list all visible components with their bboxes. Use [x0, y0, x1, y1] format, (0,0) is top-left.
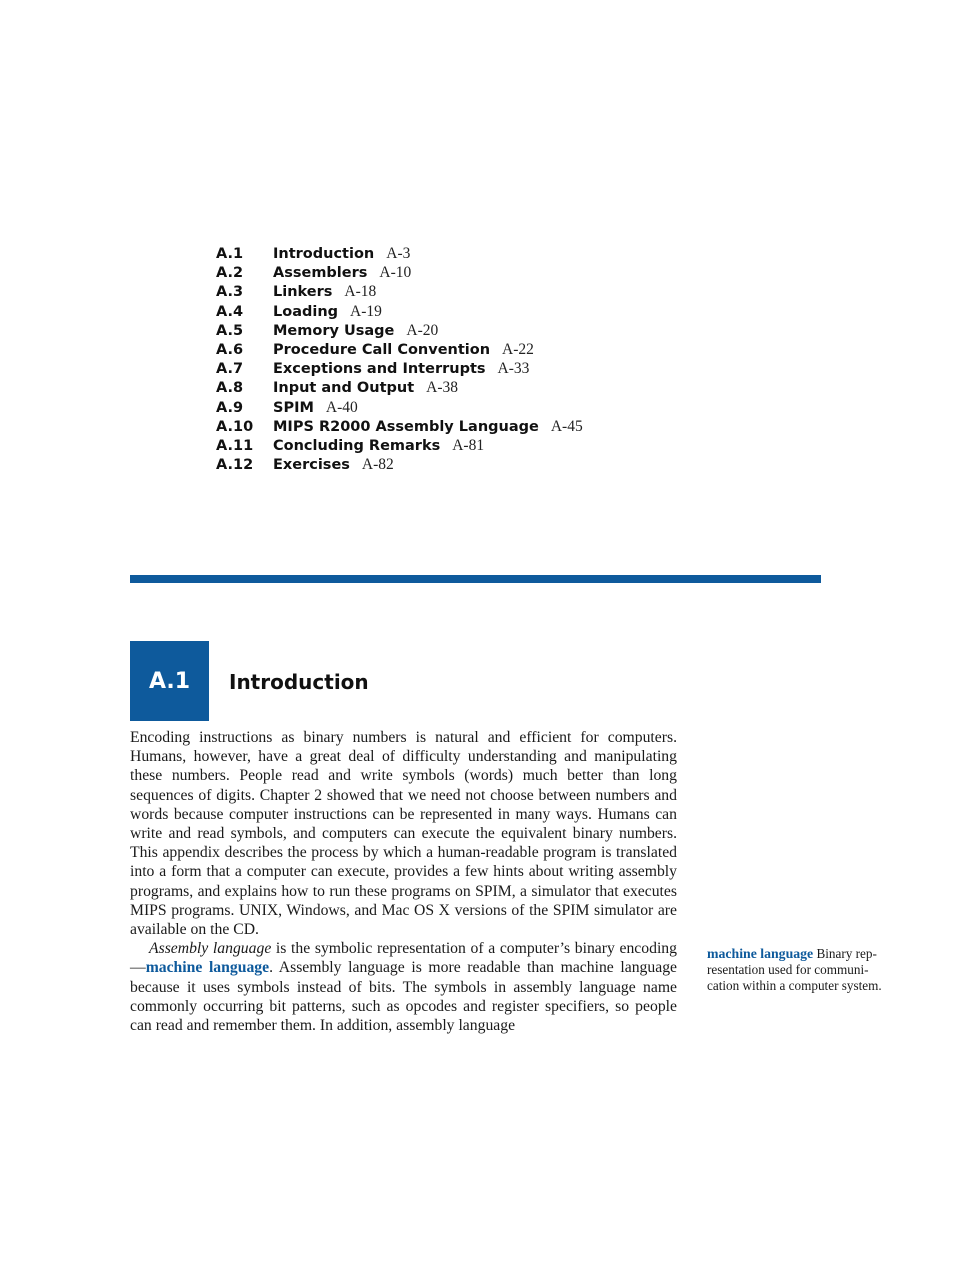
toc-number: A.5 [216, 322, 244, 339]
toc-entry[interactable] [216, 359, 583, 378]
toc-entry[interactable] [216, 282, 583, 301]
toc-entry[interactable] [216, 321, 583, 340]
toc-number: A.3 [216, 284, 244, 301]
toc-title: Assemblers [273, 265, 368, 282]
toc-number: A.10 [216, 418, 254, 435]
glossary-term: machine language [707, 946, 814, 961]
toc-page: A-81 [452, 436, 485, 454]
table-of-contents [216, 244, 583, 474]
toc-number: A.11 [216, 437, 254, 454]
toc-entry[interactable] [216, 263, 583, 282]
toc-entry[interactable] [216, 417, 583, 436]
toc-title: Memory Usage [273, 322, 395, 339]
toc-title: MIPS R2000 Assembly Language [273, 418, 539, 435]
glossary-term-link[interactable]: machine language [145, 959, 270, 977]
toc-number: A.6 [216, 341, 244, 358]
toc-entry[interactable] [216, 302, 583, 321]
toc-page: A-40 [325, 398, 358, 416]
margin-glossary-note [707, 946, 893, 994]
section-number: A.1 [148, 668, 191, 694]
toc-number: A.8 [216, 380, 244, 397]
toc-entry[interactable] [216, 340, 583, 359]
toc-title: Exceptions and Interrupts [273, 361, 486, 378]
toc-number: A.9 [216, 399, 244, 416]
glossary-definition: Binary representation used for communication within a computer system. [707, 946, 882, 993]
toc-page: A-38 [426, 379, 459, 397]
section-title: Introduction [229, 670, 369, 694]
paragraph-text: is the symbolic representation of a computer’s binary encoding— [130, 940, 677, 977]
paragraph-text: . Assembly language is more readable than machine language because it uses symbols instead of bits. The symbols in assembly language name commonly occurring bit patterns, such as opcodes and register specifiers, so people can read and remember them. In addition, assembly language [130, 959, 677, 1035]
toc-number: A.1 [216, 246, 244, 262]
body-text [130, 728, 677, 1035]
toc-page: A-33 [497, 360, 530, 378]
toc-entry[interactable] [216, 378, 583, 397]
toc-page: A-45 [550, 417, 583, 435]
toc-title: SPIM [273, 399, 314, 416]
section-divider-rule [130, 575, 821, 583]
toc-title: Procedure Call Convention [273, 341, 491, 358]
toc-number: A.2 [216, 265, 244, 282]
toc-title: Input and Output [273, 380, 415, 397]
toc-entry[interactable] [216, 398, 583, 417]
toc-page: A-20 [406, 321, 439, 339]
paragraph: Encoding instructions as binary numbers is natural and efficient for computers. Humans, however, have a great deal of difficulty understanding and manipulating these numbers. People read and write symbols (words) much better than long sequences of digits. Chapter 2 showed that we need not choose between numbers and words because computer instructions can be represented in many ways. Humans can write and read symbols, and computers can execute the equivalent binary numbers. This appendix describes the process by which a human-readable program is translated into a form that a computer can execute, provides a few hints about writing assembly programs, and explains how to run these programs on SPIM, a simulator that executes MIPS programs. UNIX, Windows, and Mac OS X versions of the SPIM simulator are available on the CD. [130, 729, 677, 939]
toc-entry[interactable] [216, 455, 583, 474]
toc-page: A-3 [386, 245, 411, 262]
toc-page: A-18 [344, 283, 377, 301]
toc-entry[interactable] [216, 244, 583, 263]
toc-title: Introduction [273, 246, 375, 262]
toc-page: A-10 [379, 264, 412, 282]
emphasis-term: Assembly language [149, 940, 272, 958]
toc-number: A.7 [216, 361, 244, 378]
section-number-box [130, 641, 209, 721]
toc-title: Concluding Remarks [273, 437, 441, 454]
toc-title: Linkers [273, 284, 333, 301]
toc-page: A-82 [361, 456, 394, 474]
toc-title: Loading [273, 303, 339, 320]
toc-number: A.4 [216, 303, 244, 320]
toc-page: A-22 [502, 340, 534, 358]
paragraph [130, 939, 677, 1035]
toc-title: Exercises [273, 457, 350, 474]
toc-number: A.12 [216, 457, 254, 474]
toc-entry[interactable] [216, 436, 583, 455]
toc-page: A-19 [350, 302, 382, 320]
